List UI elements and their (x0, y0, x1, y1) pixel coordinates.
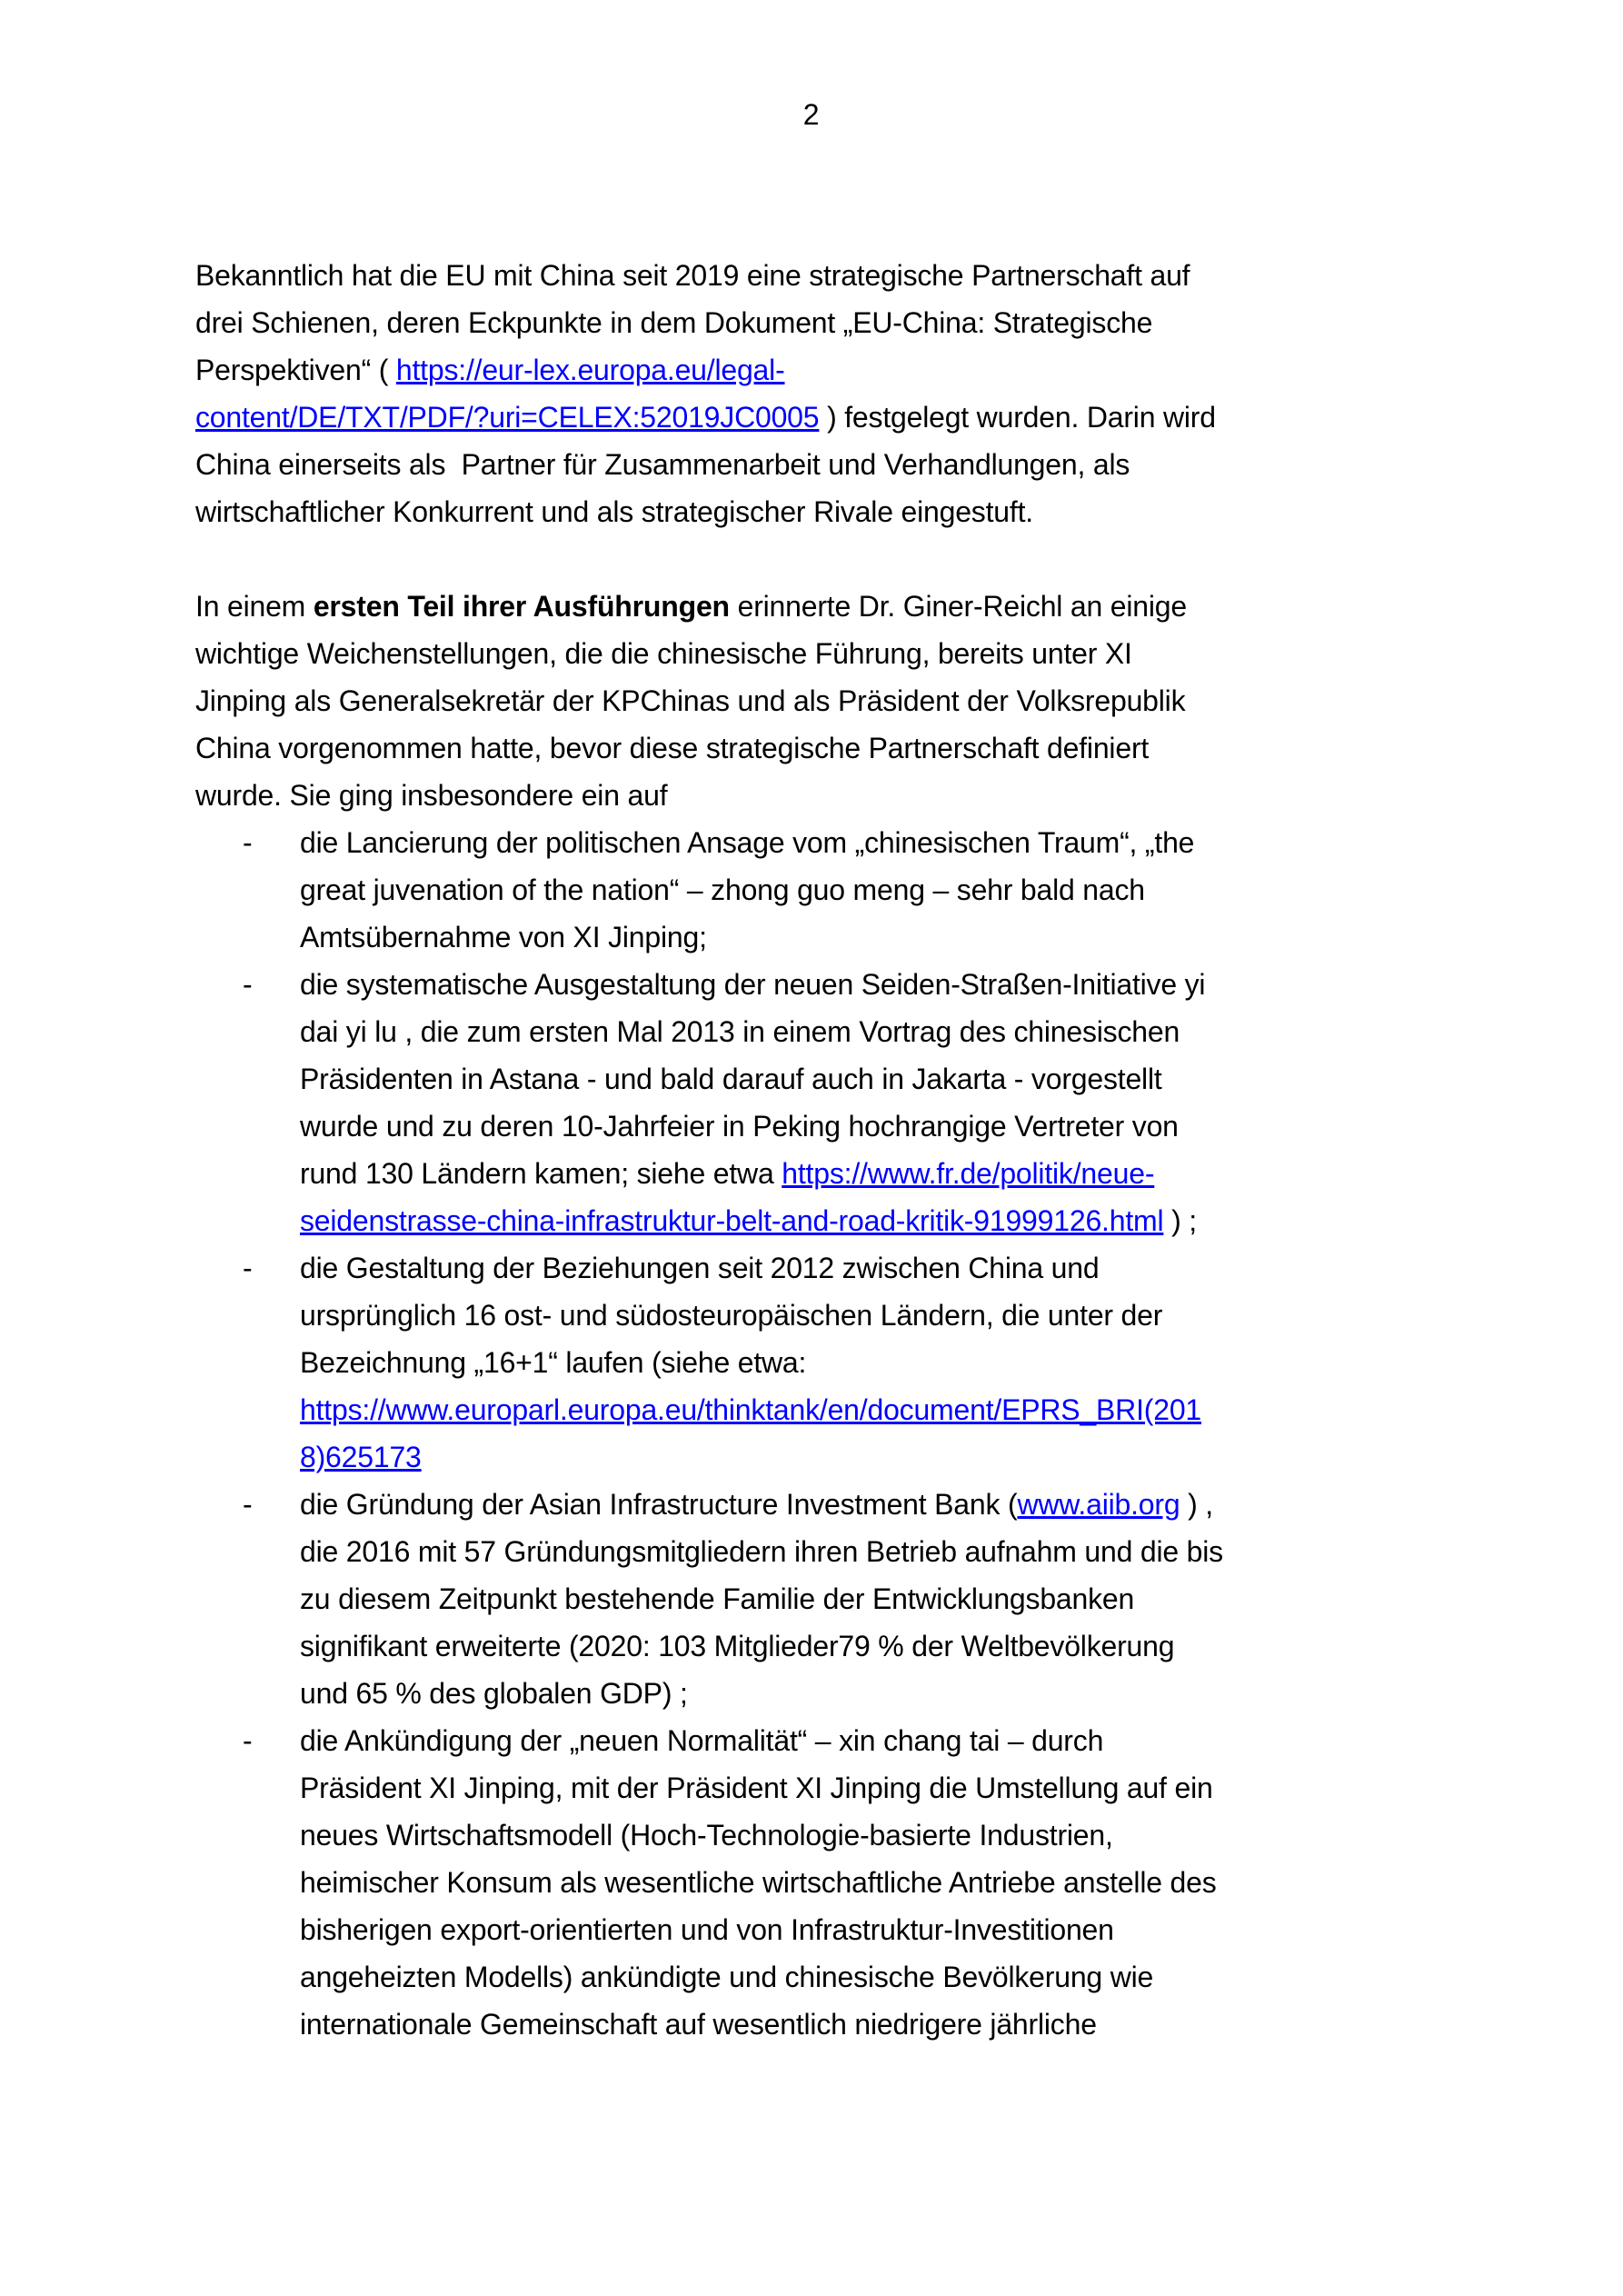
text-run: Bezeichnung „16+1“ laufen (siehe etwa: (300, 1346, 807, 1379)
text-run: ) festgelegt wurden. Darin wird (819, 401, 1216, 434)
text-run: Perspektiven“ ( (195, 354, 396, 386)
text-run: neues Wirtschaftsmodell (Hoch-Technologie-basierte Industrien, (300, 1819, 1113, 1852)
bullet-marker: - (243, 1252, 253, 1284)
text-line (300, 1197, 1427, 1244)
text-line (300, 1150, 1427, 1197)
paragraph (195, 583, 1427, 819)
text-line (300, 1622, 1427, 1670)
hyperlink[interactable]: https://www.europarl.europa.eu/thinktank/en/document/EPRS_BRI(201 (300, 1393, 1202, 1426)
text-run: Jinping als Generalsekretär der KPChinas und als Präsident der Volksrepublik (195, 684, 1186, 717)
text-run: die Ankündigung der „neuen Normalität“ – xin chang tai – durch (300, 1724, 1104, 1757)
text-run: wurde. Sie ging insbesondere ein auf (195, 779, 668, 812)
text-run: und 65 % des globalen GDP) ; (300, 1677, 688, 1710)
bullet-marker: - (243, 968, 253, 1001)
text-line (195, 724, 1427, 772)
text-line (300, 1055, 1427, 1103)
text-run: wurde und zu deren 10-Jahrfeier in Peking hochrangige Vertreter von (300, 1110, 1179, 1143)
text-line (195, 394, 1427, 441)
text-run: drei Schienen, deren Eckpunkte in dem Dokument „EU-China: Strategische (195, 306, 1153, 339)
text-run: bisherigen export-orientierten und von Infrastruktur-Investitionen (300, 1913, 1114, 1946)
text-run: wichtige Weichenstellungen, die die chinesische Führung, bereits unter XI (195, 637, 1132, 670)
text-run: China vorgenommen hatte, bevor diese strategische Partnerschaft definiert (195, 732, 1150, 764)
text-line (300, 1339, 1427, 1386)
bullet-item (195, 961, 1427, 1244)
text-line (300, 1717, 1427, 1764)
text-run: Präsident XI Jinping, mit der Präsident XI Jinping die Umstellung auf ein (300, 1772, 1213, 1804)
text-line (300, 1812, 1427, 1859)
text-run: erinnerte Dr. Giner-Reichl an einige (729, 590, 1187, 623)
text-run: ) , (1180, 1488, 1213, 1521)
hyperlink[interactable]: 8)625173 (300, 1441, 422, 1473)
text-line (195, 252, 1427, 299)
text-line (300, 1481, 1427, 1528)
text-run: In einem (195, 590, 314, 623)
text-run: internationale Gemeinschaft auf wesentlich niedrigere jährliche (300, 2008, 1097, 2041)
text-run: rund 130 Ländern kamen; siehe etwa (300, 1157, 782, 1190)
text-run: China einerseits als Partner für Zusammenarbeit und Verhandlungen, als (195, 448, 1130, 481)
text-run: die Gestaltung der Beziehungen seit 2012 zwischen China und (300, 1252, 1100, 1284)
text-line (300, 961, 1427, 1008)
text-line (195, 677, 1427, 724)
text-line (300, 1103, 1427, 1150)
text-run: ersten Teil ihrer Ausführungen (313, 590, 730, 623)
bullet-marker: - (243, 1488, 253, 1521)
bullet-marker: - (243, 1724, 253, 1757)
text-run: Bekanntlich hat die EU mit China seit 2019 eine strategische Partnerschaft auf (195, 259, 1190, 292)
bullet-item (195, 1244, 1427, 1481)
text-line (300, 1386, 1427, 1433)
text-line (300, 1859, 1427, 1906)
text-run: signifikant erweiterte (2020: 103 Mitglieder79 % der Weltbevölkerung (300, 1630, 1175, 1662)
text-line (195, 441, 1427, 488)
bullet-marker: - (243, 826, 253, 859)
text-line (300, 1764, 1427, 1812)
text-line (195, 299, 1427, 346)
text-run: die 2016 mit 57 Gründungsmitgliedern ihren Betrieb aufnahm und die bis (300, 1535, 1223, 1568)
hyperlink[interactable]: https://www.fr.de/politik/neue- (782, 1157, 1155, 1190)
document-body (195, 252, 1427, 2048)
text-run: dai yi lu , die zum ersten Mal 2013 in einem Vortrag des chinesischen (300, 1015, 1180, 1048)
text-line (195, 488, 1427, 535)
text-line (300, 866, 1427, 913)
bullet-item (195, 1481, 1427, 1717)
text-run: ursprünglich 16 ost- und südosteuropäischen Ländern, die unter der (300, 1299, 1163, 1332)
text-run: die systematische Ausgestaltung der neuen Seiden-Straßen-Initiative yi (300, 968, 1206, 1001)
text-run: heimischer Konsum als wesentliche wirtschaftliche Antriebe anstelle des (300, 1866, 1217, 1899)
text-line (195, 583, 1427, 630)
paragraph (195, 252, 1427, 535)
text-line (300, 1244, 1427, 1292)
text-line (300, 819, 1427, 866)
text-line (300, 1433, 1427, 1481)
text-line (195, 630, 1427, 677)
text-line (300, 1670, 1427, 1717)
text-line (300, 2001, 1427, 2048)
text-line (300, 913, 1427, 961)
hyperlink[interactable]: www.aiib.org (1017, 1488, 1180, 1521)
bullet-item (195, 1717, 1427, 2048)
text-run: die Gründung der Asian Infrastructure Investment Bank ( (300, 1488, 1018, 1521)
text-line (300, 1953, 1427, 2001)
text-run: ) ; (1163, 1204, 1197, 1237)
text-line (300, 1008, 1427, 1055)
hyperlink[interactable]: seidenstrasse-china-infrastruktur-belt-and-road-kritik-91999126.html (300, 1204, 1164, 1237)
text-run: great juvenation of the nation“ – zhong guo meng – sehr bald nach (300, 873, 1145, 906)
text-line (300, 1528, 1427, 1575)
text-line (300, 1575, 1427, 1622)
text-line (195, 346, 1427, 394)
text-line (300, 1906, 1427, 1953)
hyperlink[interactable]: https://eur-lex.europa.eu/legal- (395, 354, 785, 386)
page-number: 2 (802, 98, 820, 131)
bullet-item (195, 819, 1427, 961)
text-line (300, 1292, 1427, 1339)
text-line (195, 772, 1427, 819)
text-run: angeheizten Modells) ankündigte und chinesische Bevölkerung wie (300, 1961, 1154, 1993)
text-run: die Lancierung der politischen Ansage vom „chinesischen Traum“, „the (300, 826, 1195, 859)
text-run: Präsidenten in Astana - und bald darauf auch in Jakarta - vorgestellt (300, 1063, 1162, 1095)
hyperlink[interactable]: content/DE/TXT/PDF/?uri=CELEX:52019JC0005 (195, 401, 820, 434)
text-run: Amtsübernahme von XI Jinping; (300, 921, 707, 953)
text-run: wirtschaftlicher Konkurrent und als strategischer Rivale eingestuft. (195, 495, 1033, 528)
text-run: zu diesem Zeitpunkt bestehende Familie der Entwicklungsbanken (300, 1582, 1135, 1615)
